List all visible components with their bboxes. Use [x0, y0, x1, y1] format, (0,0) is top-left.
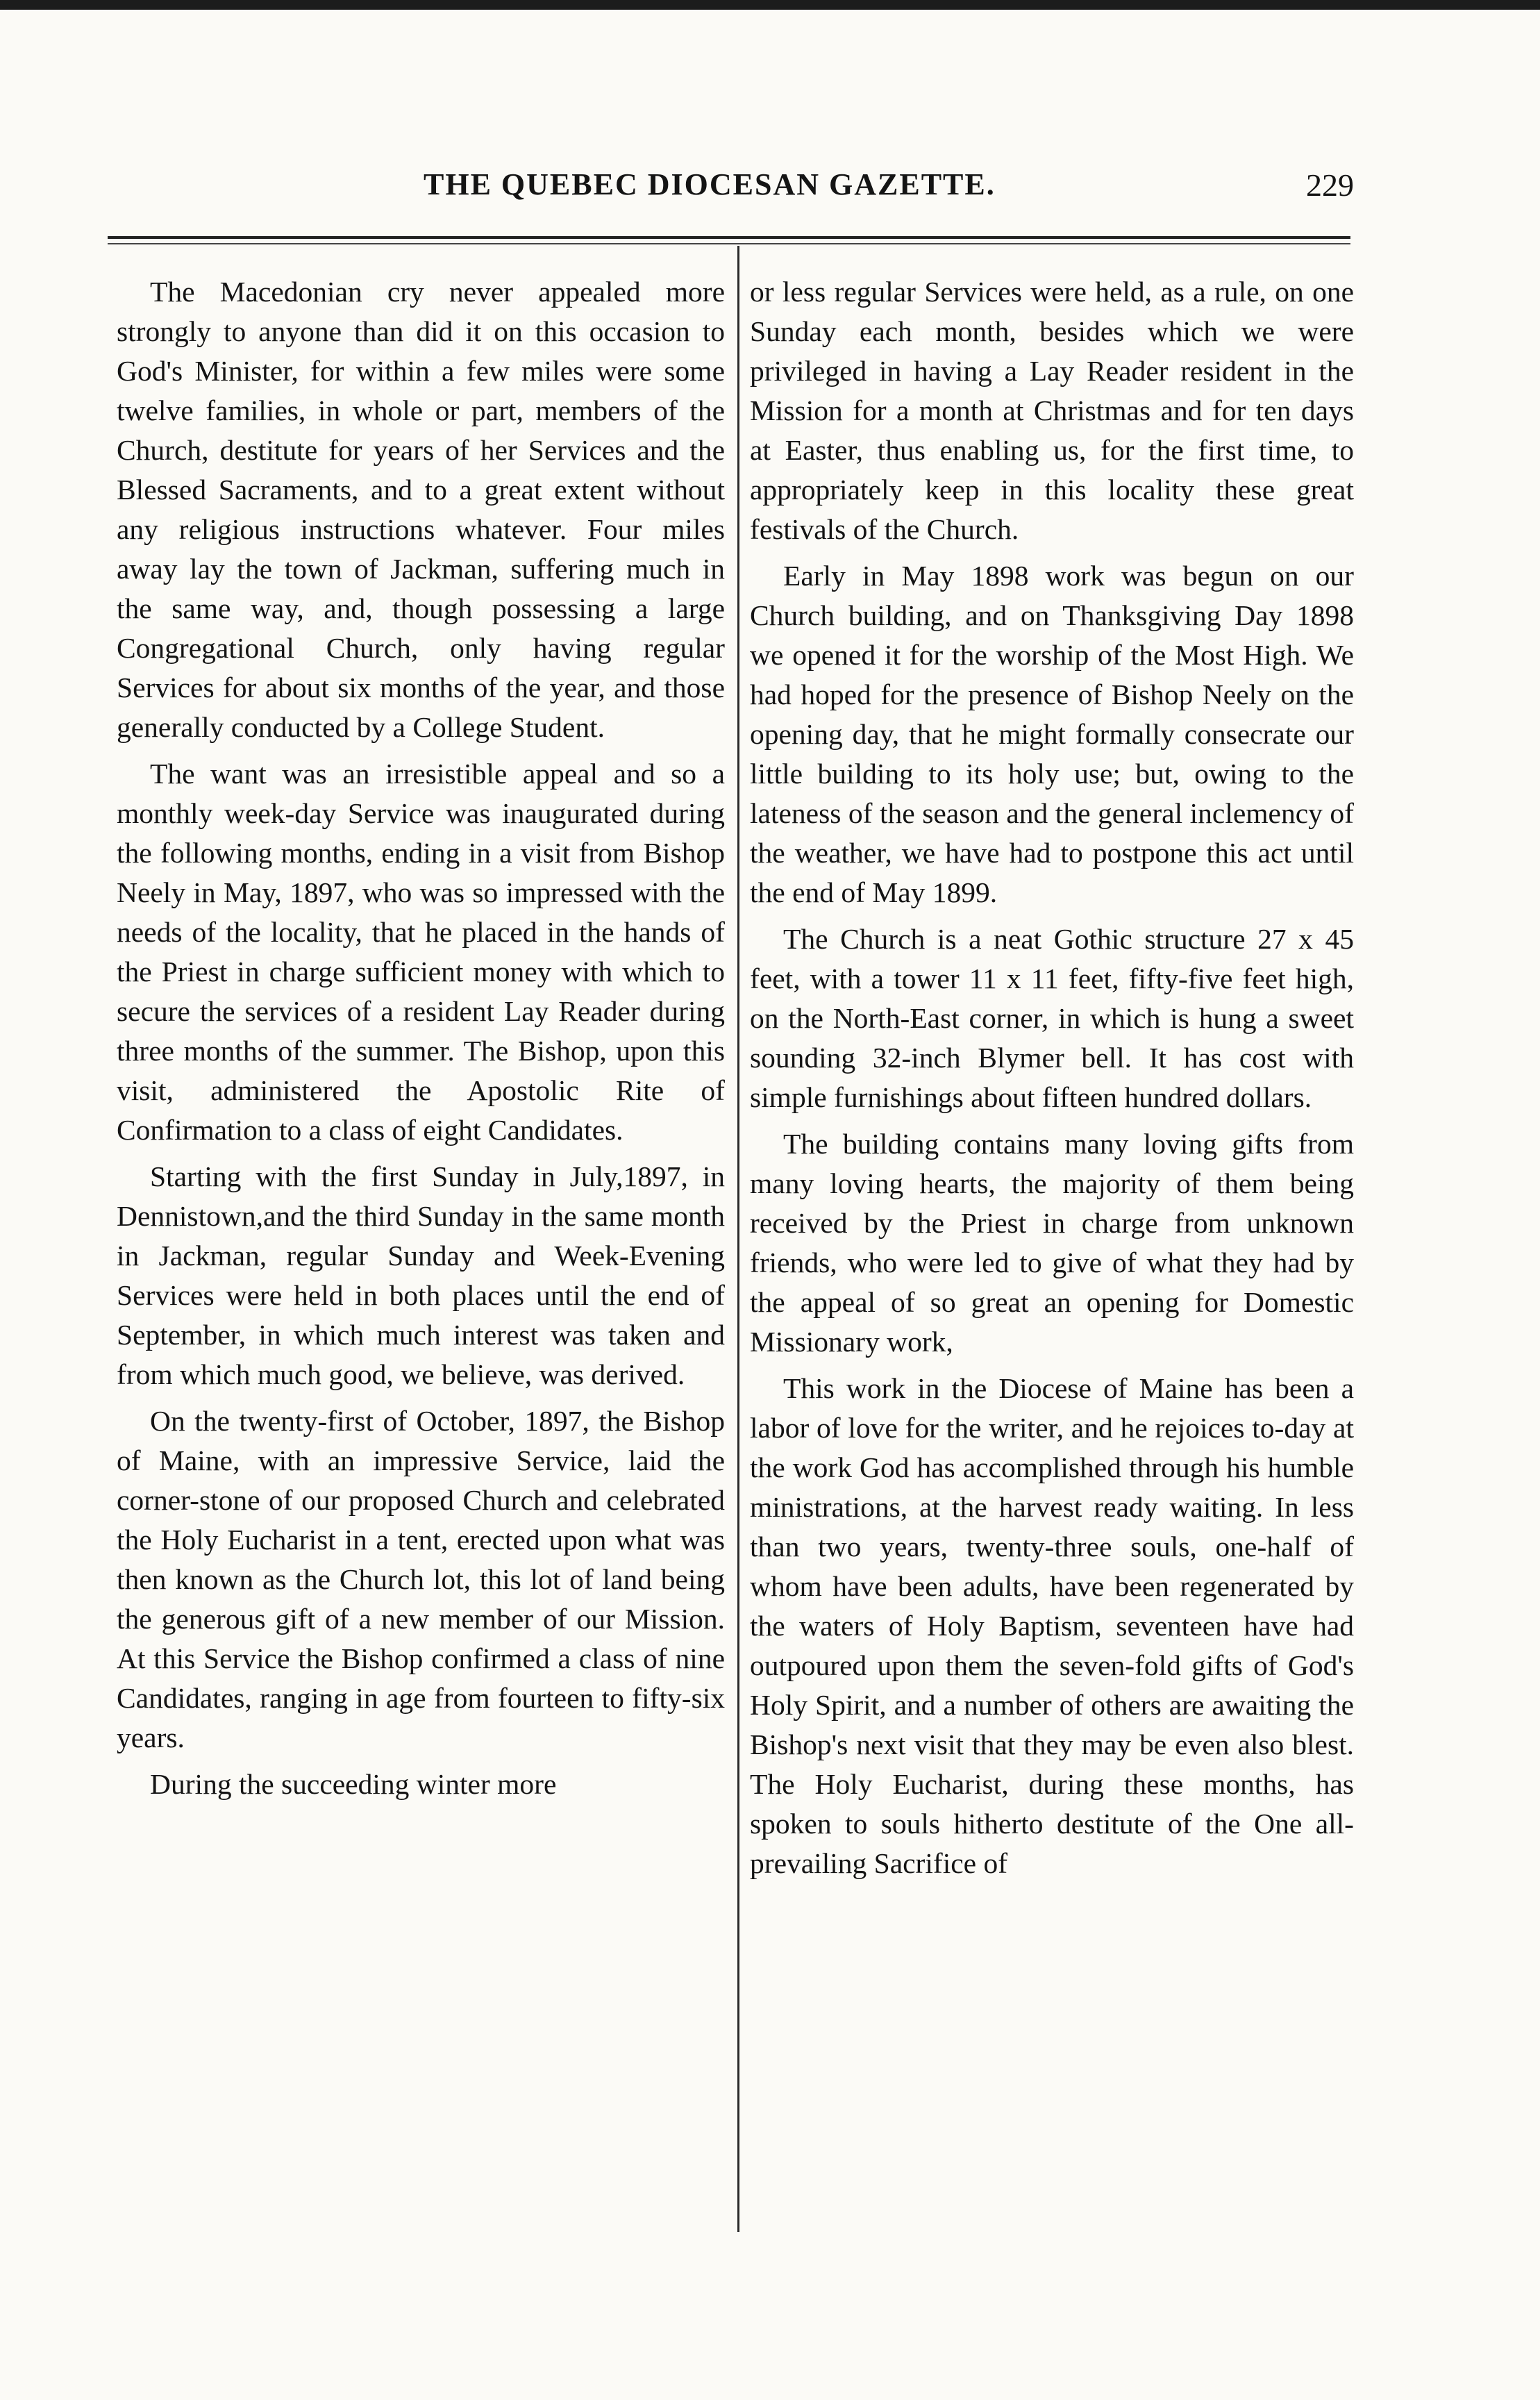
- page-title: THE QUEBEC DIOCESAN GAZETTE.: [424, 167, 996, 201]
- paragraph: On the twenty-first of October, 1897, the Bishop of Maine, with an impressive Service, laid the corner-stone of our proposed Church and celebrated the Holy Eucharist in a tent, erected upon what was then known as the Church lot, this lot of land being the generous gift of a new member of our Mission. At this Service the Bishop confirmed a class of nine Candidates, ranging in age from fourteen to fifty-six years.: [117, 1405, 725, 1753]
- header-rule-thick: [108, 236, 1350, 239]
- page-header: [104, 167, 1354, 222]
- paragraph: The Church is a neat Gothic structure 27 x 45 feet, with a tower 11 x 11 feet, fifty-five feet high, on the North-East corner, in which is hung a sweet sounding 32-inch Blymer bell. It has cost with simple furnishings about fifteen hundred dollars.: [750, 923, 1354, 1113]
- paragraph: Early in May 1898 work was begun on our Church building, and on Thanksgiving Day 1898 we opened it for the worship of the Most High. We had hoped for the presence of Bishop Neely on the opening day, that he might formally consecrate our little building to its holy use; but, owing to the lateness of the season and the general inclemency of the weather, we have had to postpone this act until the end of May 1899.: [750, 560, 1354, 908]
- top-border-rule: [0, 0, 1540, 10]
- column-divider: [737, 246, 739, 2232]
- paragraph: The building contains many loving gifts from many loving hearts, the majority of them being received by the Priest in charge from unknown friends, who were led to give of what they had by the appeal of so great an opening for Domestic Missionary work,: [750, 1128, 1354, 1358]
- page-number: 229: [1306, 167, 1354, 203]
- paragraph: or less regular Services were held, as a rule, on one Sunday each month, besides which we were privileged in having a Lay Reader resident in the Mission for a month at Christmas and for ten days at Easter, thus enabling us, for the first time, to appropriately keep in this locality these great festivals of the Church.: [750, 276, 1354, 545]
- right-column: [750, 272, 1354, 1890]
- paragraph: During the succeeding winter more: [150, 1768, 557, 1800]
- left-column: [117, 272, 725, 1811]
- paragraph: The want was an irresistible appeal and so a monthly week-day Service was inaugurated during the following months, ending in a visit from Bishop Neely in May, 1897, who was so impressed with the needs of the locality, that he placed in the hands of the Priest in charge sufficient money with which to secure the services of a resident Lay Reader during three months of the summer. The Bishop, upon this visit, administered the Apostolic Rite of Confirmation to a class of eight Candidates.: [117, 758, 725, 1146]
- paragraph: The Macedonian cry never appealed more strongly to anyone than did it on this occasion to God's Minister, for within a few miles were some twelve families, in whole or part, members of the Church, destitute for years of her Services and the Blessed Sacraments, and to a great extent without any religious instructions whatever. Four miles away lay the town of Jackman, suffering much in the same way, and, though possessing a large Congregational Church, only having regular Services for about six months of the year, and those generally conducted by a College Student.: [117, 276, 725, 743]
- header-rule-thin: [108, 243, 1350, 244]
- paragraph: This work in the Diocese of Maine has been a labor of love for the writer, and he rejoices to-day at the work God has accomplished through his humble ministrations, at the harvest ready waiting. In less than two years, twenty-three souls, one-half of whom have been adults, have been regenerated by the waters of Holy Baptism, seventeen have had outpoured upon them the seven-fold gifts of God's Holy Spirit, and a number of others are awaiting the Bishop's next visit that they may be even also blest. The Holy Eucharist, during these months, has spoken to souls hitherto destitute of the One all-prevailing Sacrifice of: [750, 1372, 1354, 1879]
- paragraph: Starting with the first Sunday in July,1897, in Dennistown,and the third Sunday in the same month in Jackman, regular Sunday and Week-Evening Services were held in both places until the end of September, in which much interest was taken and from which much good, we believe, was derived.: [117, 1160, 725, 1390]
